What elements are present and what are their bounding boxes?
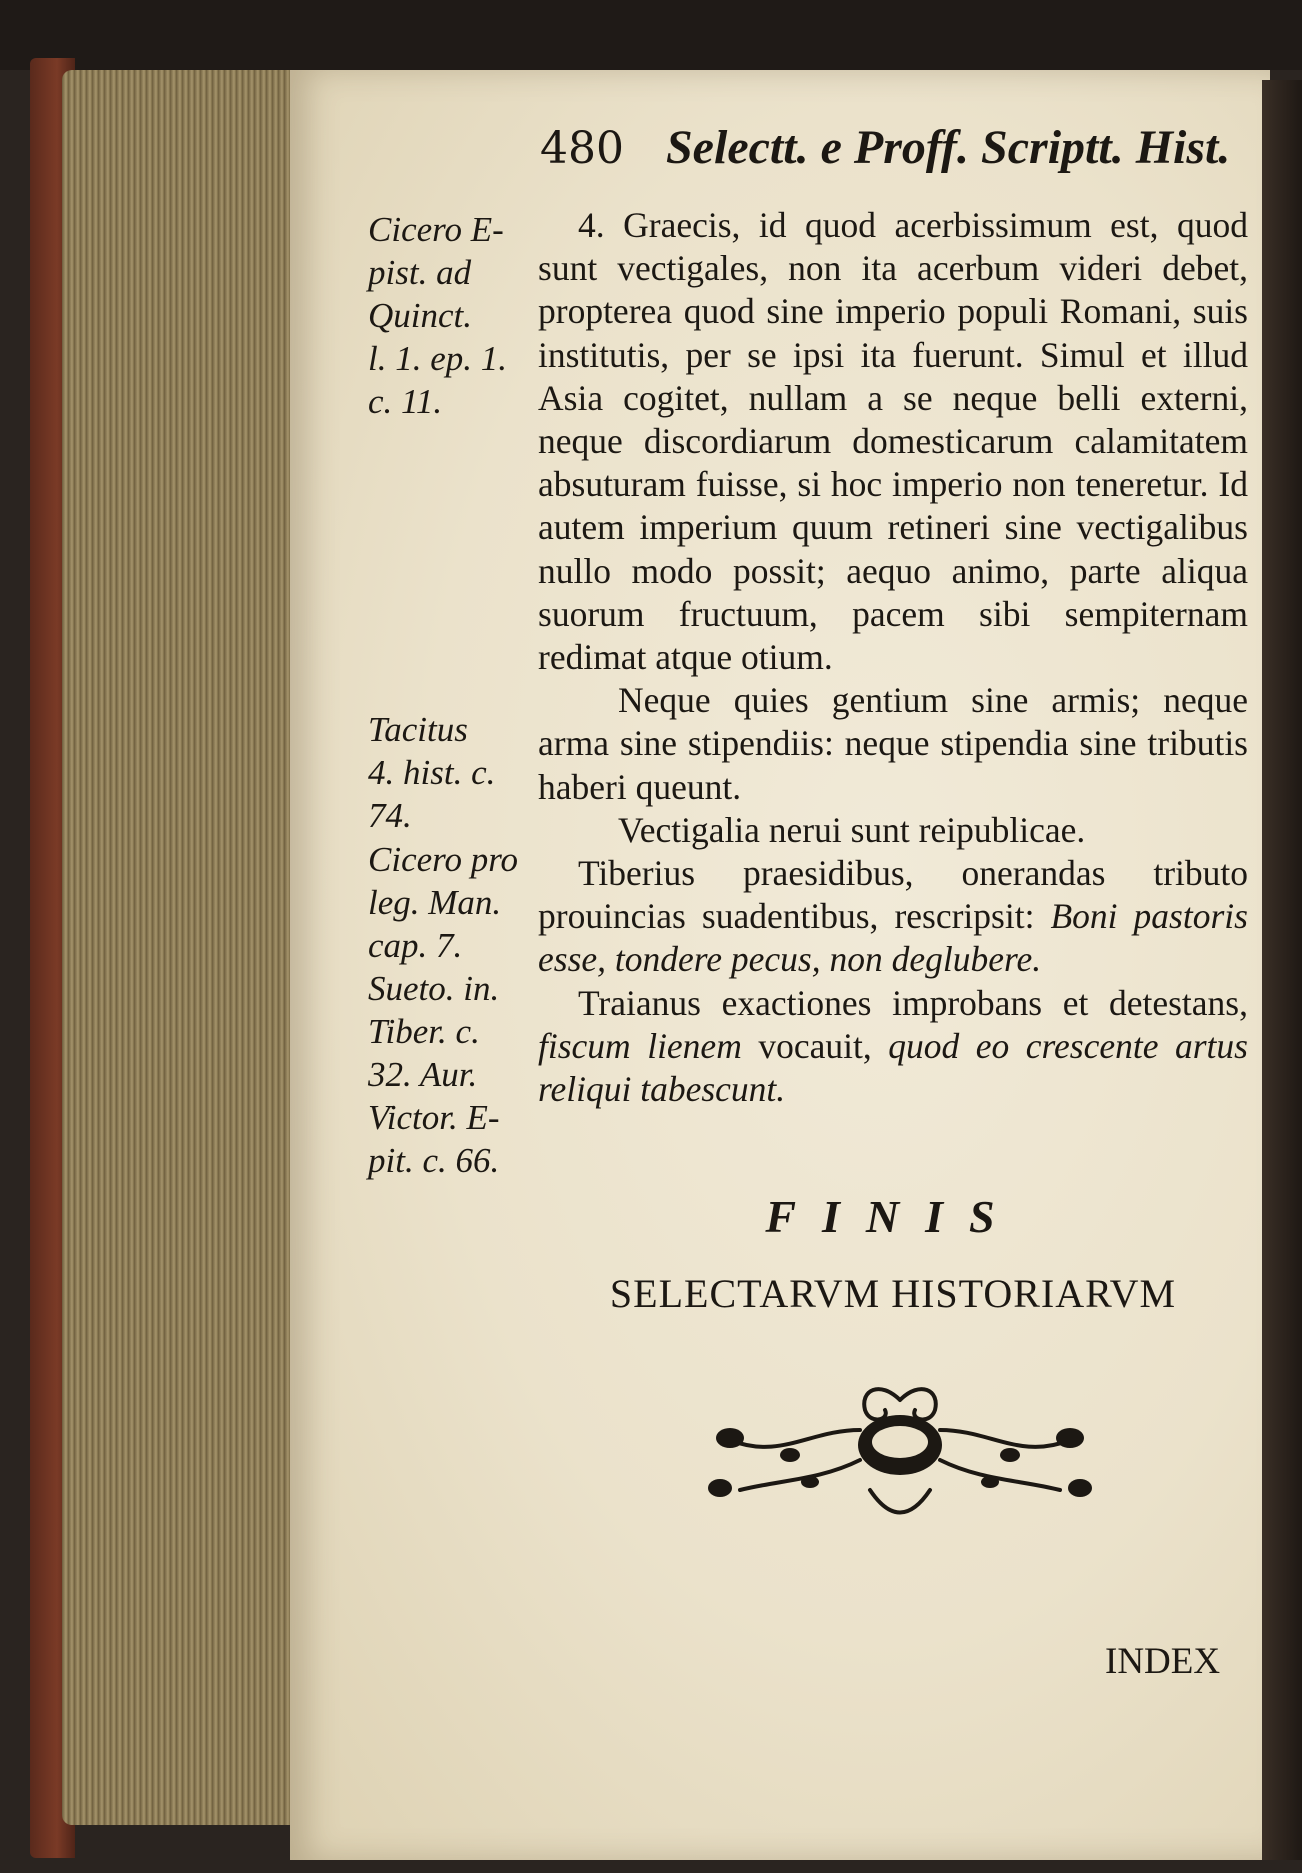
margin-note-cicero-epist: Cicero E- pist. ad Quinct. l. 1. ep. 1. c. 11. — [368, 210, 508, 421]
traianus-term: fiscum lienem — [538, 1025, 742, 1066]
finis-subheading: SELECTARVM HISTORIARVM — [609, 1271, 1177, 1316]
page-shadow — [1262, 80, 1302, 1860]
traianus-text-2: vocauit, — [741, 1025, 889, 1066]
traianus-text: Traianus exactiones improbans et detestans, — [578, 982, 1248, 1023]
running-title: Selectt. e Proff. Scriptt. Hist. — [665, 121, 1231, 174]
backdrop — [0, 0, 1302, 70]
page-number: 480 — [540, 123, 624, 174]
body-text — [538, 204, 1248, 1111]
floral-ornament-icon — [690, 1370, 1110, 1530]
paragraph-vectigalia: Vectigalia nerui sunt reipublicae. — [618, 809, 1086, 850]
finis-heading: FINIS — [765, 1191, 1021, 1242]
margin-note-tacitus: Tacitus 4. hist. c. 74. — [368, 710, 496, 835]
paragraph-neque-quies: Neque quies gentium sine armis; neque arma sine stipendiis: neque stipendia sine tributis haberi queunt. — [538, 680, 1248, 807]
page-edges — [62, 70, 302, 1825]
paragraph-tiberius — [538, 852, 1248, 982]
margin-note-cicero-suetonius-victor: Cicero pro leg. Man. cap. 7. Sueto. in. Tiber. c. 32. Aur. Victor. E- pit. c. 66. — [368, 840, 519, 1180]
paragraph-traianus — [538, 982, 1248, 1112]
traianus-quote: quod eo crescente artus reliqui tabescunt. — [538, 1025, 1248, 1110]
catchword: INDEX — [1105, 1641, 1221, 1682]
paragraph-graecis: 4. Graecis, id quod acerbissimum est, quod sunt vectigales, non ita acerbum videri debet, propterea quod sine imperio populi Romani, suis institutis, per se ipsi ita fuerunt. Simul et illud Asia cogitet, nullam a se neque belli externi, neque discordiarum domesticarum calamitatem absuturam fuisse, si hoc imperio non teneretur. Id autem imperium quum retineri sine vectigalibus nullo modo possit; aequo animo, parte aliqua suorum fructuum, pacem sibi sempiternam redimat atque otium. — [538, 205, 1248, 678]
tiberius-text: Tiberius praesidibus, onerandas tributo prouincias suadentibus, rescripsit: — [538, 853, 1248, 937]
tiberius-quote: Boni pastoris esse, tondere pecus, non deglubere. — [538, 896, 1248, 980]
running-header — [540, 118, 1240, 179]
